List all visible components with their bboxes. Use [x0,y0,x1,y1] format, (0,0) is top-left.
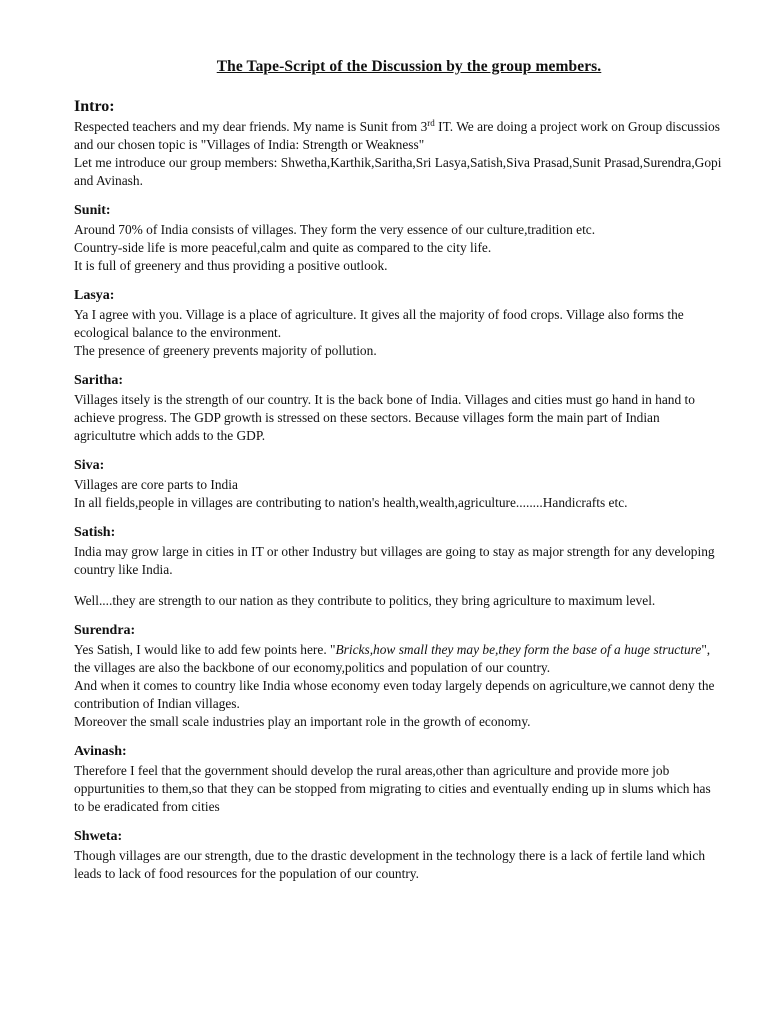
speech-paragraph: Villages are core parts to India [74,477,238,492]
section-sunit [74,203,724,275]
speech-paragraph: Ya I agree with you. Village is a place of agriculture. It gives all the majority of food crops. Village also forms the ecological balance to the environment. [74,307,684,340]
speech-paragraph: The presence of greenery prevents majority of pollution. [74,343,377,358]
speaker-name: Siva: [74,458,105,473]
section-saritha [74,373,724,445]
section-lasya [74,288,724,360]
section-siva [74,458,724,512]
speaker-name: Satish: [74,525,116,540]
speech-paragraph: It is full of greenery and thus providing a positive outlook. [74,258,388,273]
speech-paragraph: Villages itsely is the strength of our country. It is the back bone of India. Villages and cities must go hand in hand to achieve progress. The GDP growth is stressed on these sectors. Because villages form the main part of Indian agricultutre which adds to the GDP. [74,392,695,443]
speech-paragraph: Country-side life is more peaceful,calm and quite as compared to the city life. [74,240,492,255]
speaker-name: Surendra: [74,623,136,638]
speech-paragraph [74,641,724,677]
intro-paragraph-1 [74,118,724,154]
document-title: The Tape-Script of the Discussion by the group members. [216,58,602,75]
intro-text-part-1: Respected teachers and my dear friends. My name is Sunit from 3 [74,119,428,134]
intro-heading: Intro: [74,98,115,115]
ordinal-superscript: rd [427,118,435,128]
speech-text: ", the villages are also the backbone of our economy,politics and population of our country. [74,642,711,675]
section-intro [74,98,724,190]
speaker-name: Shweta: [74,829,123,844]
section-avinash [74,744,724,816]
speech-paragraph: Therefore I feel that the government should develop the rural areas,other than agriculture and provide more job oppurtunities to them,so that they can be stopped from migrating to cities and eventually ending up in slums which has to be eradicated from cities [74,763,711,814]
quotation-italic: Bricks,how small they may be,they form the base of a huge structure [335,642,702,657]
speaker-name: Lasya: [74,288,115,303]
speech-paragraph: And when it comes to country like India whose economy even today largely depends on agriculture,we cannot deny the contribution of Indian villages. [74,678,715,711]
intro-paragraph-2: Let me introduce our group members: Shwetha,Karthik,Saritha,Sri Lasya,Satish,Siva Prasad,Sunit Prasad,Surendra,Gopi and Avinash. [74,155,722,188]
section-satish [74,525,724,610]
speaker-name: Saritha: [74,373,123,388]
intro-text-part-2: IT. We are doing a project work on Group discussios and our chosen topic is "Villages of India: Strength or Weakness" [74,119,720,152]
section-surendra [74,623,724,731]
speech-text: Yes Satish, I would like to add few points here. " [74,642,336,657]
speaker-name: Avinash: [74,744,127,759]
speech-paragraph: India may grow large in cities in IT or other Industry but villages are going to stay as major strength for any developing country like India. [74,544,715,577]
speech-paragraph: In all fields,people in villages are contributing to nation's health,wealth,agriculture........Handicrafts etc. [74,495,628,510]
speech-paragraph: Moreover the small scale industries play an important role in the growth of economy. [74,714,531,729]
speech-paragraph: Though villages are our strength, due to the drastic development in the technology there is a lack of fertile land which leads to lack of food resources for the population of our country. [74,848,706,881]
speaker-name: Sunit: [74,203,111,218]
section-shweta [74,829,724,883]
speech-paragraph: Around 70% of India consists of villages. They form the very essence of our culture,tradition etc. [74,222,596,237]
speech-paragraph: Well....they are strength to our nation as they contribute to politics, they bring agriculture to maximum level. [74,593,656,608]
